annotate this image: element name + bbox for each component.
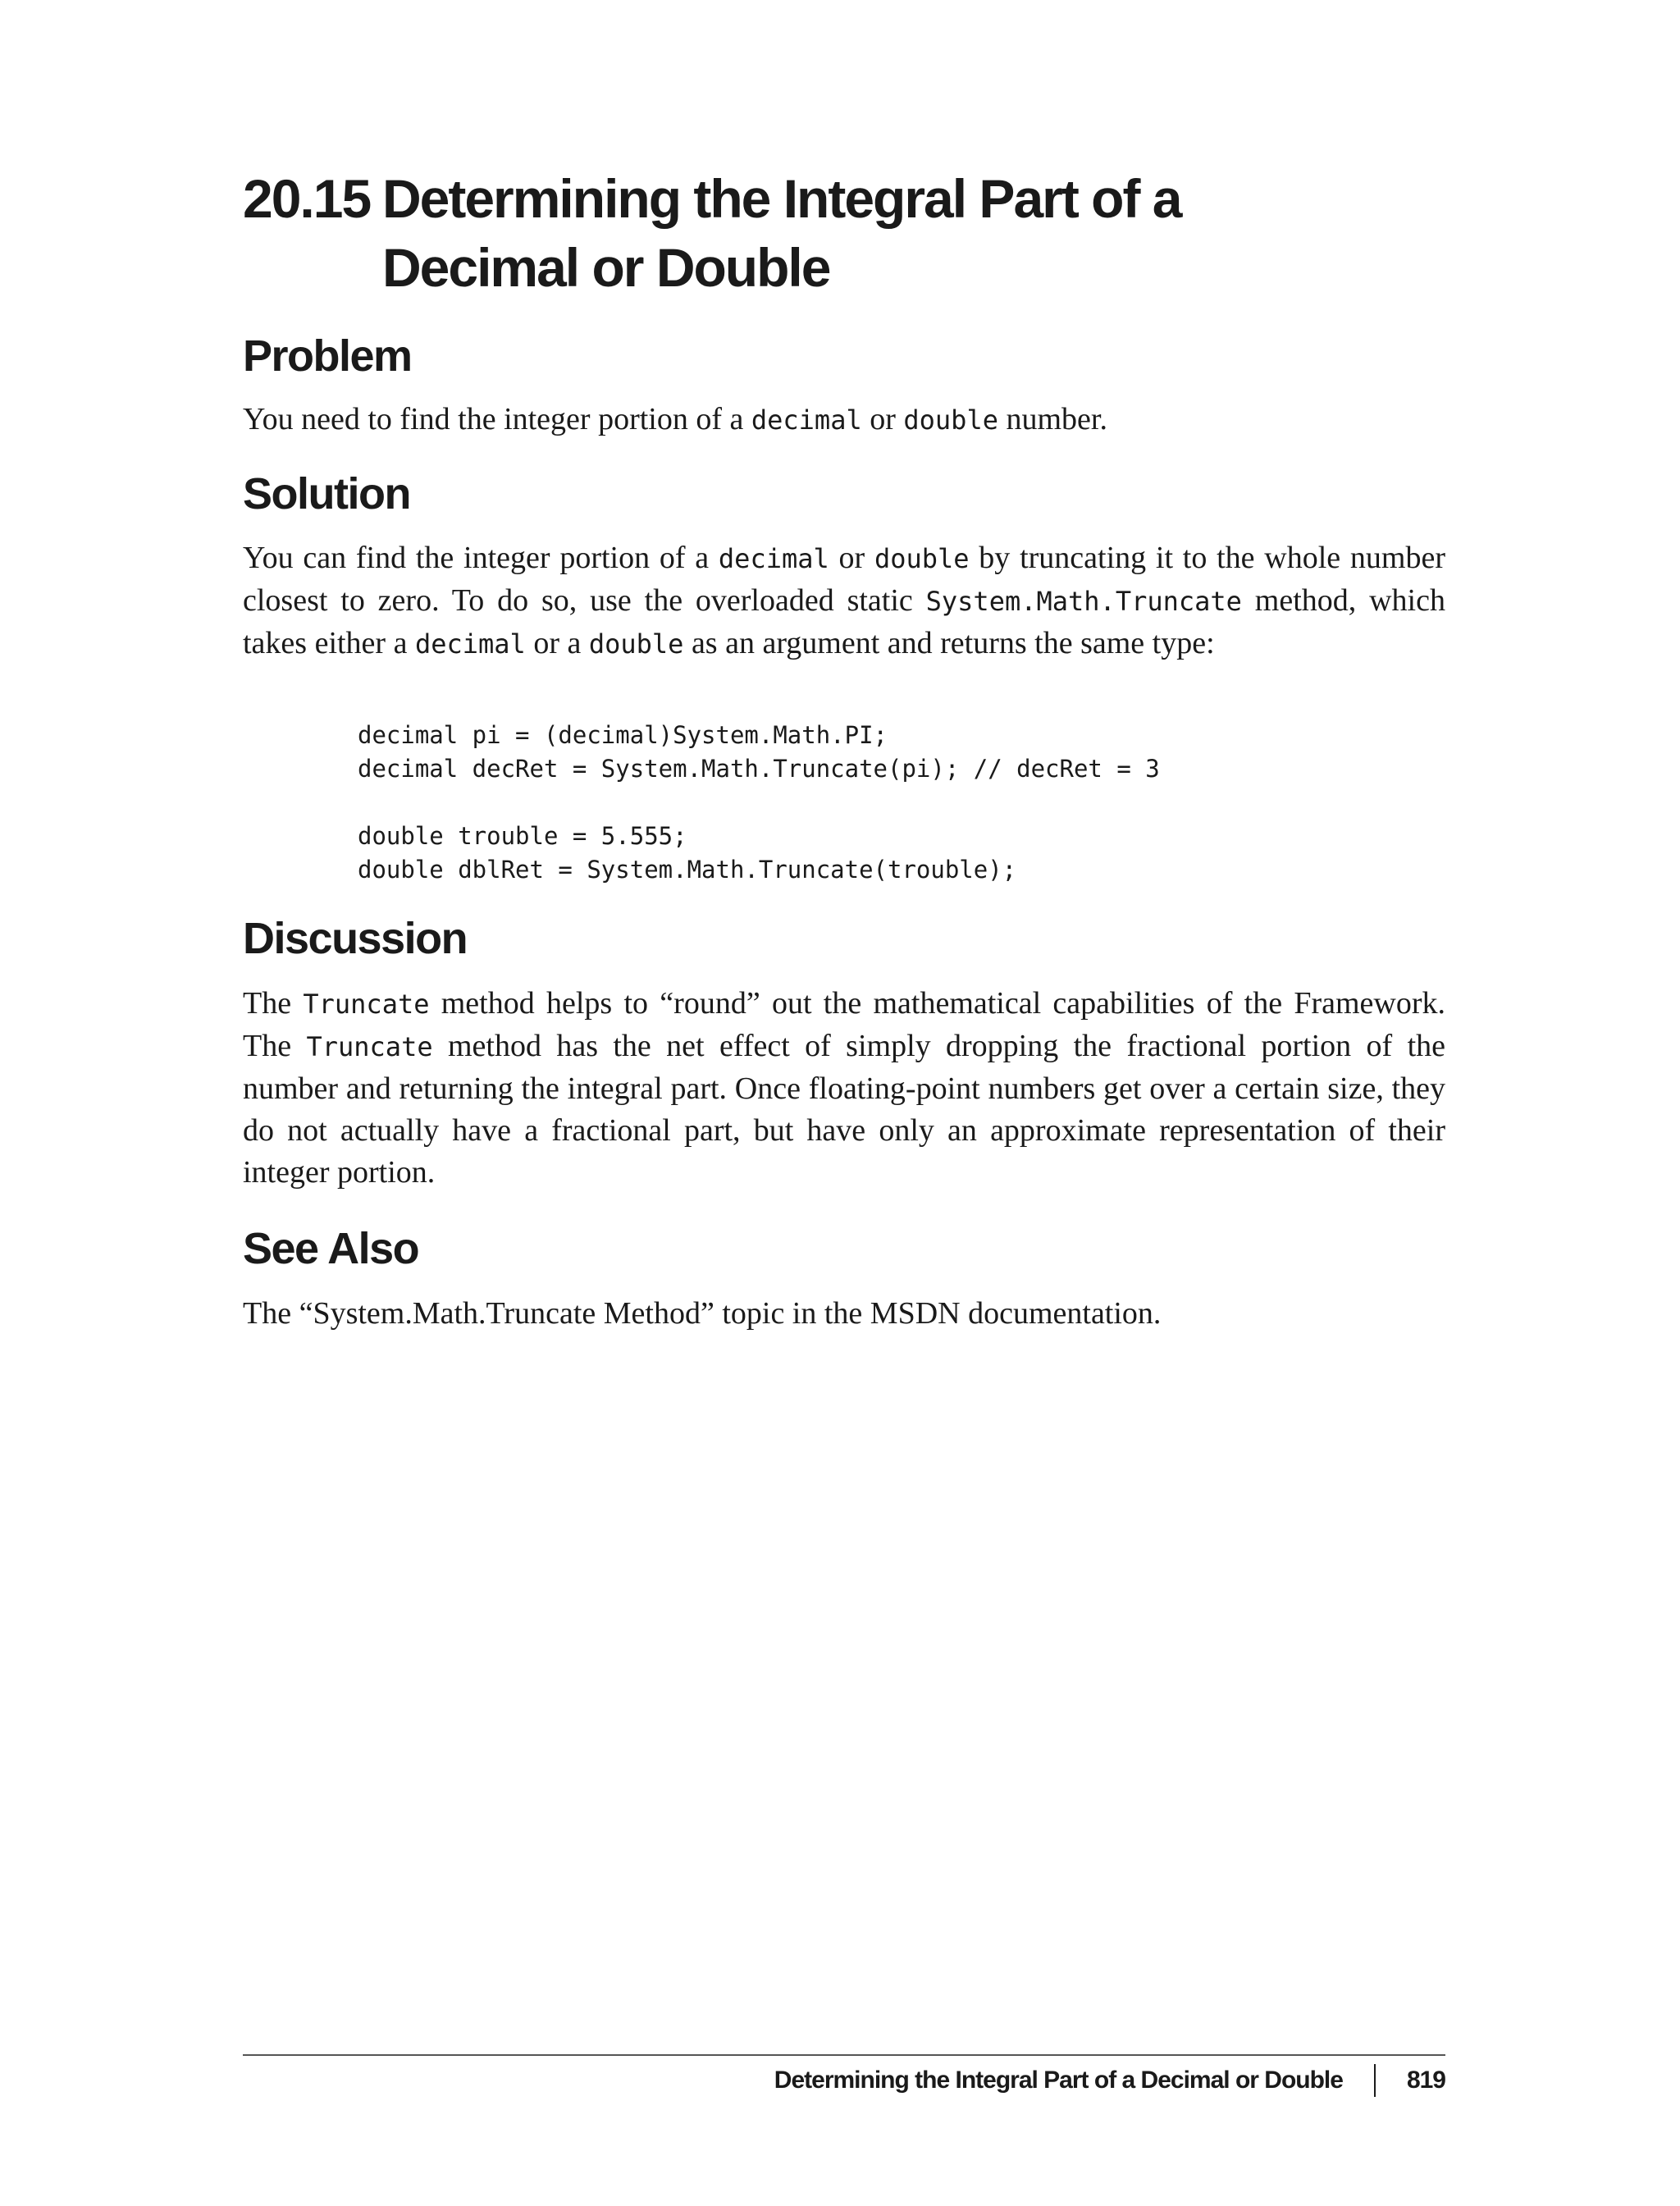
text-run: method has the net effect of simply dropping the fractional portion of the number and returning the integral part. Once floating-point numbers get over a certain size, they do not actually have a fractional part, but have only an approximate representation of their integer portion. [243,1029,1445,1190]
solution-paragraph [243,537,1445,665]
discussion-paragraph [243,983,1445,1194]
inline-code: double [874,543,970,574]
problem-paragraph [243,399,1445,441]
inline-code: System.Math.Truncate [925,586,1242,617]
text-run: or [861,402,904,436]
inline-code: Truncate [306,1031,433,1062]
text-run: method helps to “round” out the mathematical capabilities of the Framework. The [243,986,1446,1063]
code-example: decimal pi = (decimal)System.Math.PI; decimal decRet = System.Math.Truncate(pi); // decRet = 3 double trouble = 5.555; double dblRet = System.Math.Truncate(trouble); [358,721,1160,884]
inline-code: double [903,404,998,436]
text-run: or a [525,626,589,660]
inline-code: decimal [751,404,862,436]
book-page [243,0,1445,2206]
recipe-number: 20.15 [243,168,371,229]
inline-code: decimal [718,543,829,574]
footer-separator [1374,2064,1376,2097]
text-run: as an argument and returns the same type: [683,626,1215,660]
text-run: or [829,541,874,575]
text-run: number. [998,402,1107,436]
inline-code: decimal [414,628,526,660]
inline-code: double [588,628,684,660]
running-footer-title: Determining the Integral Part of a Decimal or Double [774,2067,1343,2094]
page-number: 819 [1406,2067,1445,2094]
discussion-heading: Discussion [243,914,468,963]
text-run: You can find the integer portion of a [243,541,719,575]
page-footer [774,2058,1445,2103]
text-run: method, which takes either a [243,583,1445,660]
text-run: The [243,986,304,1021]
inline-code: Truncate [303,989,430,1020]
text-run: You need to find the integer portion of a [243,402,751,436]
solution-heading: Solution [243,469,410,518]
footer-divider [243,2054,1445,2056]
see-also-paragraph: The “System.Math.Truncate Method” topic in the MSDN documentation. [243,1296,1162,1331]
see-also-heading: See Also [243,1224,419,1273]
text-run: by truncating it to the whole number closest to zero. To do so, use the overloaded static [243,541,1445,618]
problem-heading: Problem [243,331,412,381]
recipe-title: Determining the Integral Part of a Decimal or Double [382,168,1181,298]
